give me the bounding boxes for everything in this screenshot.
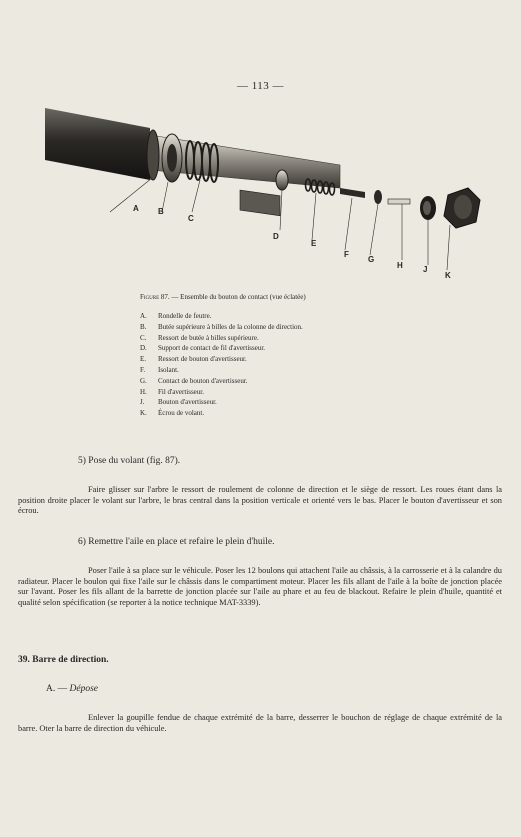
figure-letter-c: C [188,214,194,223]
shaft-spline [240,190,280,216]
legend-text: Ressort de butée à billes supérieure. [158,333,259,342]
exploded-view-figure [40,100,510,290]
figure-letter-b: B [158,207,164,216]
legend-text: Isolant. [158,365,179,374]
figure-caption [140,293,306,301]
button-face [423,201,431,215]
figure-letter-j: J [423,265,428,274]
figure-letter-k: K [445,271,451,280]
legend-text: Bouton d'avertisseur. [158,398,217,407]
legend-key: G. [140,376,147,385]
legend-text: Écrou de volant. [158,409,205,418]
figure-legend [140,311,440,419]
legend-item [140,408,440,419]
page-number: — 113 — [236,80,285,92]
figure-letter-d: D [273,232,279,241]
legend-text: Ressort de bouton d'avertisseur. [158,355,247,364]
section-39-paragraph [18,713,502,734]
section-39-subheading-prefix: A. — [46,684,70,694]
figure-letter-e: E [311,239,317,248]
nut-bore [454,195,472,219]
legend-key: J. [140,398,145,407]
legend-item [140,354,440,365]
legend-text: Butée supérieure à billes de la colonne de direction. [158,322,303,331]
figure-letter-a: A [133,204,139,213]
legend-key: H. [140,387,147,396]
section-6-paragraph-text: Poser l'aile à sa place sur le véhicule. Poser les 12 boulons qui attachent l'aile au châssis, à la carrosserie et à la calandre du radiateur. Placer le boulon qui fixe l'aile sur le châssis dans le compartiment moteur. Placer les fils allant de l'aile à la boîte de jonction placée sur l'avant. Poser les fils allant de la barrette de jonction placée sur l'aile au phare et au feu de blackout. Refaire le plein d'huile, quantité et qualité selon spécification (se reporter à la notice technique MAT-3339). [18,566,502,607]
legend-item [140,387,440,398]
legend-text: Support de contact de fil d'avertisseur. [158,344,266,353]
figure-letter-g: G [368,255,375,264]
exploded-view-drawing [40,100,510,290]
legend-key: K. [140,409,147,418]
part-a-felt-washer [147,130,159,180]
legend-text: Rondelle de feutre. [158,312,212,320]
figure-letter-h: H [397,261,403,270]
bearing-bore [167,144,177,172]
section-6-paragraph [18,566,502,608]
section-5-paragraph [18,485,502,517]
figure-caption-text: — Ensemble du bouton de contact (vue éclatée) [169,293,306,301]
legend-key: C. [140,333,147,342]
legend-item [140,333,440,344]
legend-text: Fil d'avertisseur. [158,387,204,396]
figure-letter-f: F [344,250,349,259]
legend-item [140,365,440,376]
figure-caption-label: Figure 87. [140,293,170,301]
legend-item [140,343,440,354]
section-5-paragraph-text: Faire glisser sur l'arbre le ressort de roulement de colonne de direction et le siège de ressort. Les roues étant dans la position droite placer le volant sur l'arbre, le bras central dans la position verticale et orienté vers le bas. Placer le bouton d'avertisseur et son écrou. [18,485,502,516]
legend-item [140,311,440,322]
part-g-horn-contact [374,190,382,204]
section-6-heading: 6) Remettre l'aile en place et refaire le plein d'huile. [78,537,275,547]
steering-column-tube [45,108,150,180]
legend-key: F. [140,365,146,374]
legend-key: B. [140,322,147,331]
legend-item [140,397,440,408]
section-39-subheading [46,684,98,694]
section-39-heading: 39. Barre de direction. [18,655,109,665]
legend-item [140,322,440,333]
part-h-horn-wire [388,199,410,204]
legend-key: A. [140,312,147,320]
legend-text: Contact de bouton d'avertisseur. [158,376,248,385]
legend-key: E. [140,355,147,364]
part-f-insulator [340,188,365,198]
legend-item [140,376,440,387]
legend-key: D. [140,344,147,353]
section-39-paragraph-text: Enlever la goupille fendue de chaque extrémité de la barre, desserrer le bouchon de réglage de chaque extrémité de la barre. Oter la barre de direction du véhicule. [18,713,502,733]
section-5-heading: 5) Pose du volant (fig. 87). [78,456,181,466]
leader-lines [110,178,450,270]
section-39-subheading-text: Dépose [69,684,98,694]
part-d-contact-support [276,170,288,190]
